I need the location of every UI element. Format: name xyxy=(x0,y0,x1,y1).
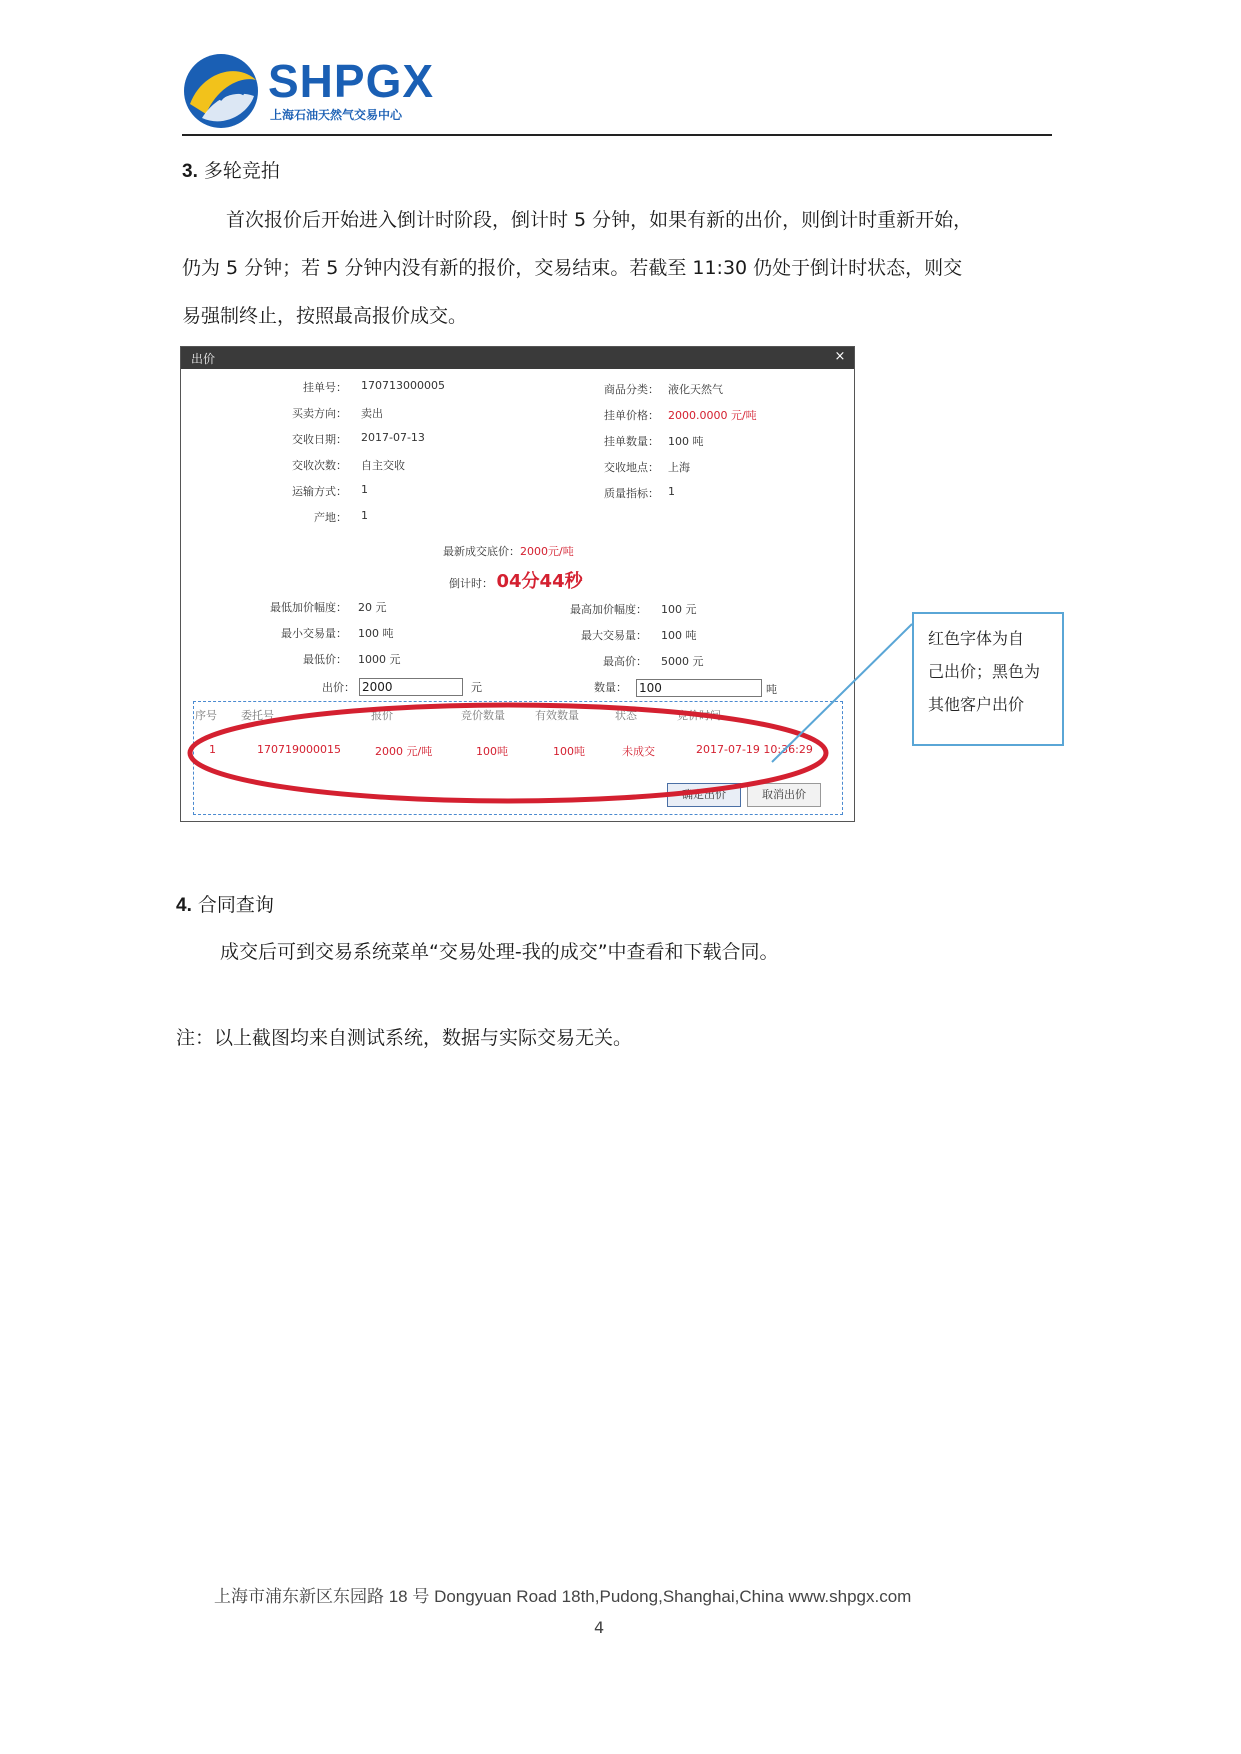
table-cell: 100吨 xyxy=(476,745,508,758)
table-cell: 1 xyxy=(209,743,216,756)
field-label: 商品分类： xyxy=(604,383,659,396)
table-header: 序号 xyxy=(195,709,217,722)
red-ellipse-annotation xyxy=(181,347,854,821)
table-header: 竞价时间 xyxy=(677,709,721,722)
field-value: 100 吨 xyxy=(668,435,704,448)
limit-value: 1000 元 xyxy=(358,653,401,666)
bid-dialog-screenshot xyxy=(180,346,855,822)
table-cell: 2017-07-19 10:36:29 xyxy=(696,743,813,756)
field-label: 交收日期： xyxy=(292,433,347,446)
field-value: 卖出 xyxy=(361,407,383,420)
field-label: 交收次数： xyxy=(292,459,347,472)
field-label: 质量指标： xyxy=(604,487,659,500)
countdown: 倒计时： 04分44秒 xyxy=(449,571,583,592)
limit-label: 最大交易量： xyxy=(581,629,647,642)
qty-label: 数量： xyxy=(594,681,627,694)
field-label: 买卖方向： xyxy=(292,407,347,420)
limit-label: 最低加价幅度： xyxy=(270,601,347,614)
countdown-value: 04分44秒 xyxy=(496,571,583,592)
callout-line: 红色字体为自 xyxy=(928,629,1025,648)
field-value: 2017-07-13 xyxy=(361,431,425,444)
header-divider xyxy=(182,134,1052,136)
field-label: 挂单数量： xyxy=(604,435,659,448)
field-value: 1 xyxy=(668,485,675,498)
callout-note xyxy=(912,612,1064,746)
field-value: 170713000005 xyxy=(361,379,445,392)
limit-value: 20 元 xyxy=(358,601,387,614)
callout-connector xyxy=(760,620,920,770)
table-cell: 2000 元/吨 xyxy=(375,745,433,758)
confirm-bid-button[interactable]: 确定出价 xyxy=(667,783,741,807)
cancel-bid-button[interactable]: 取消出价 xyxy=(747,783,821,807)
limit-value: 100 吨 xyxy=(661,629,697,642)
field-label: 交收地点： xyxy=(604,461,659,474)
table-header: 状态 xyxy=(615,709,637,722)
section-3-line-3: 易强制终止，按照最高报价成交。 xyxy=(182,305,468,327)
table-cell: 100吨 xyxy=(553,745,585,758)
table-header: 有效数量 xyxy=(535,709,579,722)
limit-label: 最低价： xyxy=(303,653,347,666)
section-3-line-1: 首次报价后开始进入倒计时阶段，倒计时 5 分钟，如果有新的出价，则倒计时重新开始， xyxy=(226,209,973,231)
table-header: 竞价数量 xyxy=(461,709,505,722)
field-label: 挂单价格： xyxy=(604,409,659,422)
close-icon[interactable]: × xyxy=(834,349,846,364)
shpgx-logo-icon xyxy=(182,52,260,130)
limit-value: 5000 元 xyxy=(661,655,704,668)
brand-subtitle: 上海石油天然气交易中心 xyxy=(270,108,403,122)
footer-address: 上海市浦东新区东园路 18 号 Dongyuan Road 18th,Pudong,Shanghai,China www.shpgx.com xyxy=(214,1587,912,1606)
section-4-heading: 4. 合同查询 xyxy=(176,894,274,916)
field-value: 1 xyxy=(361,509,368,522)
limit-value: 100 元 xyxy=(661,603,697,616)
qty-unit: 吨 xyxy=(766,683,777,696)
section-4-paragraph: 成交后可到交易系统菜单“交易处理-我的成交”中查看和下载合同。 xyxy=(220,941,779,963)
bid-unit: 元 xyxy=(471,681,482,694)
page-number: 4 xyxy=(594,1618,605,1637)
section-3-line-2: 仍为 5 分钟；若 5 分钟内没有新的报价，交易结束。若截至 11:30 仍处于倒计时状态，则交 xyxy=(182,257,963,279)
field-value: 上海 xyxy=(668,461,690,474)
field-label: 产地： xyxy=(314,511,347,524)
limit-value: 100 吨 xyxy=(358,627,394,640)
note: 注：以上截图均来自测试系统，数据与实际交易无关。 xyxy=(176,1027,633,1049)
bid-quantity-input[interactable]: 100 xyxy=(636,679,762,697)
table-cell: 170719000015 xyxy=(257,743,341,756)
table-cell: 未成交 xyxy=(622,745,655,758)
section-3-heading: 3. 多轮竞拍 xyxy=(182,160,280,182)
limit-label: 最小交易量： xyxy=(281,627,347,640)
field-value-price: 2000.0000 元/吨 xyxy=(668,409,757,422)
limit-label: 最高价： xyxy=(603,655,647,668)
field-label: 运输方式： xyxy=(292,485,347,498)
table-header: 委托号 xyxy=(241,709,274,722)
field-label: 挂单号： xyxy=(303,381,347,394)
callout-line: 其他客户出价 xyxy=(928,695,1025,714)
field-value: 1 xyxy=(361,483,368,496)
field-value: 液化天然气 xyxy=(668,383,723,396)
bid-label: 出价： xyxy=(322,681,355,694)
limit-label: 最高加价幅度： xyxy=(570,603,647,616)
bid-price-input[interactable]: 2000 xyxy=(359,678,463,696)
table-header: 报价 xyxy=(371,709,393,722)
brand-name: SHPGX xyxy=(268,55,435,107)
dialog-title: 出价 xyxy=(191,352,216,366)
callout-line: 己出价；黑色为 xyxy=(928,662,1041,681)
field-value: 自主交收 xyxy=(361,459,405,472)
latest-price: 最新成交底价：2000元/吨 xyxy=(443,545,574,558)
